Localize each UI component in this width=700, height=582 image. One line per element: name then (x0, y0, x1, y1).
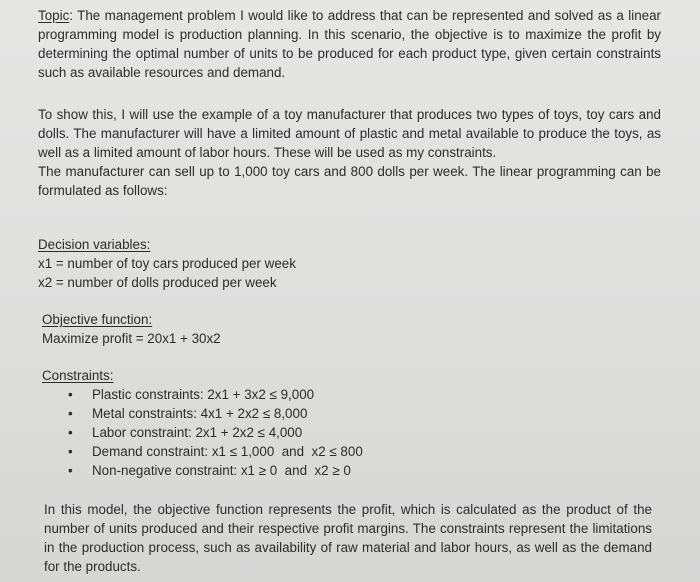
topic-body: : The management problem I would like to address that can be represented and solved as a linear programming model is production planning. In this scenario, the objective is to maximize the profit by determining the optimal number of units to be produced for each product type, given certain constraints such as available resources and demand. (38, 8, 661, 80)
decision-variable-x1: x1 = number of toy cars produced per week (38, 256, 296, 271)
bullet-icon: • (68, 444, 73, 459)
constraint-non-negative (42, 461, 665, 480)
conclusion-paragraph: In this model, the objective function represents the profit, which is calculated as the product of the number of units produced and their respective profit margins. The constraints represent the limitations in the production process, such as availability of raw material and labor hours, as well as the demand for the products. (44, 502, 652, 574)
objective-section (42, 310, 665, 348)
conclusion-section (44, 500, 652, 576)
constraint-demand (42, 442, 665, 461)
example-section (38, 105, 661, 200)
constraint-text: Non-negative constraint: x1 ≥ 0 and x2 ≥ 0 (92, 463, 351, 478)
decision-variables-section (38, 235, 661, 292)
bullet-icon: • (68, 387, 73, 402)
constraint-labor (42, 423, 665, 442)
constraint-text: Labor constraint: 2x1 + 2x2 ≤ 4,000 (92, 425, 303, 440)
example-paragraph-1: To show this, I will use the example of a toy manufacturer that produces two types of toys, toy cars and dolls. The manufacturer will have a limited amount of plastic and metal available to produce the toys, as well as a limited amount of labor hours. These will be used as my constraints. (38, 107, 661, 160)
decision-variables-heading: Decision variables: (38, 237, 151, 252)
constraints-section (42, 366, 665, 480)
bullet-icon: • (68, 425, 73, 440)
decision-variable-x2: x2 = number of dolls produced per week (38, 275, 277, 290)
topic-text (38, 6, 661, 82)
constraint-text: Demand constraint: x1 ≤ 1,000 and x2 ≤ 800 (92, 444, 363, 459)
example-paragraph-2: The manufacturer can sell up to 1,000 toy cars and 800 dolls per week. The linear programming can be formulated as follows: (38, 164, 661, 198)
objective-heading: Objective function: (42, 312, 153, 327)
constraint-text: Metal constraints: 4x1 + 2x2 ≤ 8,000 (92, 406, 308, 421)
constraint-plastic (42, 385, 665, 404)
bullet-icon: • (68, 463, 73, 478)
topic-paragraph (38, 6, 661, 82)
constraints-heading: Constraints: (42, 368, 114, 383)
bullet-icon: • (68, 406, 73, 421)
topic-label: Topic (38, 8, 70, 23)
constraints-list (42, 385, 665, 480)
constraint-text: Plastic constraints: 2x1 + 3x2 ≤ 9,000 (92, 387, 315, 402)
objective-formula: Maximize profit = 20x1 + 30x2 (42, 331, 221, 346)
constraint-metal (42, 404, 665, 423)
